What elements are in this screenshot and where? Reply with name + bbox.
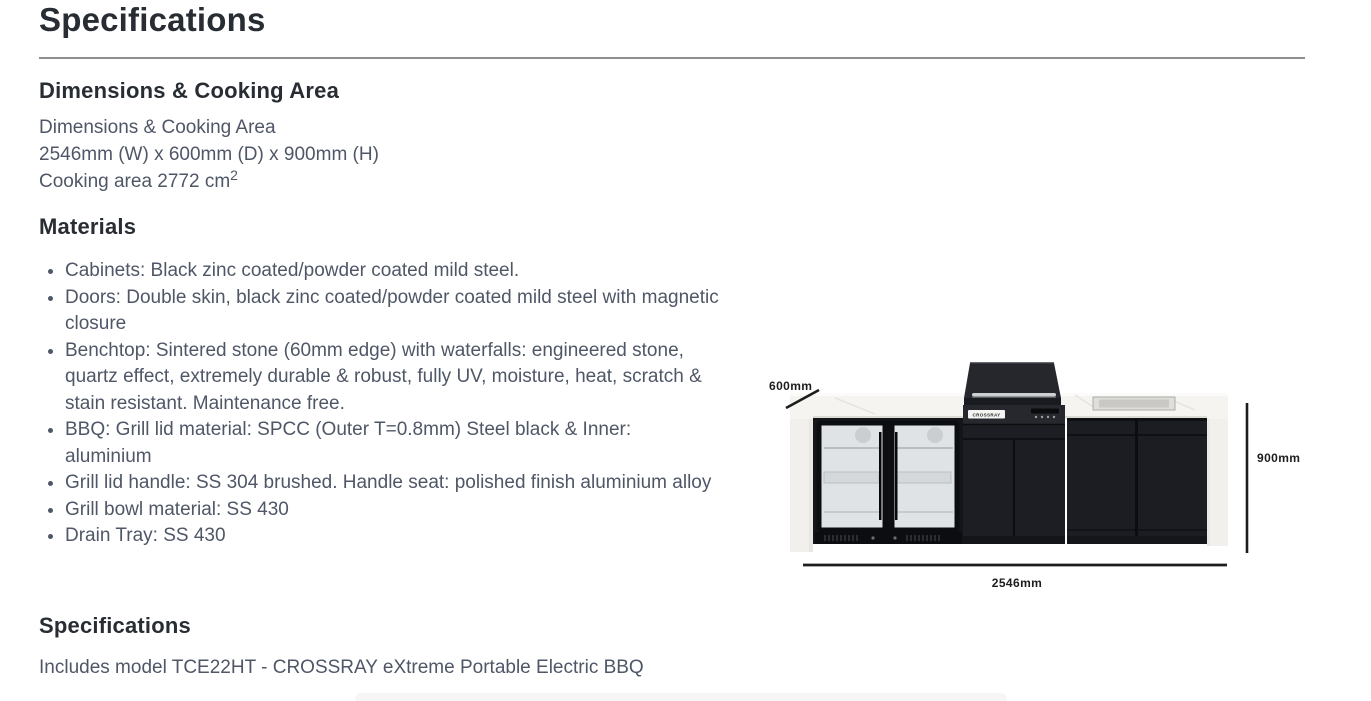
cooking-area-line <box>39 168 739 195</box>
right-cabinets <box>1067 418 1207 544</box>
dimensions-line-1: Dimensions & Cooking Area <box>39 117 276 138</box>
materials-list-item: • Benchtop: Sintered stone (60mm edge) with waterfalls: engineered stone, quartz effect, extremely durable & robust, fully UV, moisture, heat, scratch & stain resistant. Maintenance free. <box>65 338 719 418</box>
section-divider <box>39 57 1305 59</box>
product-figure <box>745 350 1371 595</box>
fridge-right-door <box>892 423 957 530</box>
sink-cutout <box>1093 397 1175 410</box>
page-title: Specifications <box>39 1 266 38</box>
bbq-lid <box>964 363 1061 405</box>
dimensions-paragraph <box>39 114 739 195</box>
fridge-module <box>813 418 963 544</box>
control-display <box>1031 409 1059 414</box>
depth-dimension-label: 600mm <box>769 379 813 393</box>
brand-badge: CROSSRAY <box>972 412 1001 418</box>
materials-heading: Materials <box>39 214 137 239</box>
height-dimension-label: 900mm <box>1257 451 1301 465</box>
specifications-heading: Specifications <box>39 613 191 638</box>
specifications-body: Includes model TCE22HT - CROSSRAY eXtreme Portable Electric BBQ <box>39 657 644 678</box>
bbq-kitchen-illustration <box>745 350 1371 595</box>
materials-list-item: • Cabinets: Black zinc coated/powder coated mild steel. <box>65 258 719 285</box>
bbq-lid-handle <box>972 393 1056 398</box>
materials-list-item: • Doors: Double skin, black zinc coated/powder coated mild steel with magnetic closure <box>65 285 719 338</box>
materials-list <box>39 258 719 550</box>
cooking-area-superscript: 2 <box>230 167 238 183</box>
width-dimension-label: 2546mm <box>991 576 1043 590</box>
fridge-left-door <box>819 423 885 530</box>
bbq-control-fascia <box>963 405 1065 424</box>
materials-list-item: • Grill lid handle: SS 304 brushed. Handle seat: polished finish aluminium alloy <box>65 470 719 497</box>
dimensions-line-2: 2546mm (W) x 600mm (D) x 900mm (H) <box>39 144 379 165</box>
fridge-vent-strip <box>815 532 962 544</box>
cooking-area-text: Cooking area 2772 cm <box>39 171 231 192</box>
materials-list-item: • BBQ: Grill lid material: SPCC (Outer T=0.8mm) Steel black & Inner: aluminium <box>65 417 719 470</box>
materials-list-item: • Drain Tray: SS 430 <box>65 523 719 550</box>
materials-list-item: • Grill bowl material: SS 430 <box>65 497 719 524</box>
bbq-module <box>963 363 1065 544</box>
dimensions-heading: Dimensions & Cooking Area <box>39 78 340 103</box>
